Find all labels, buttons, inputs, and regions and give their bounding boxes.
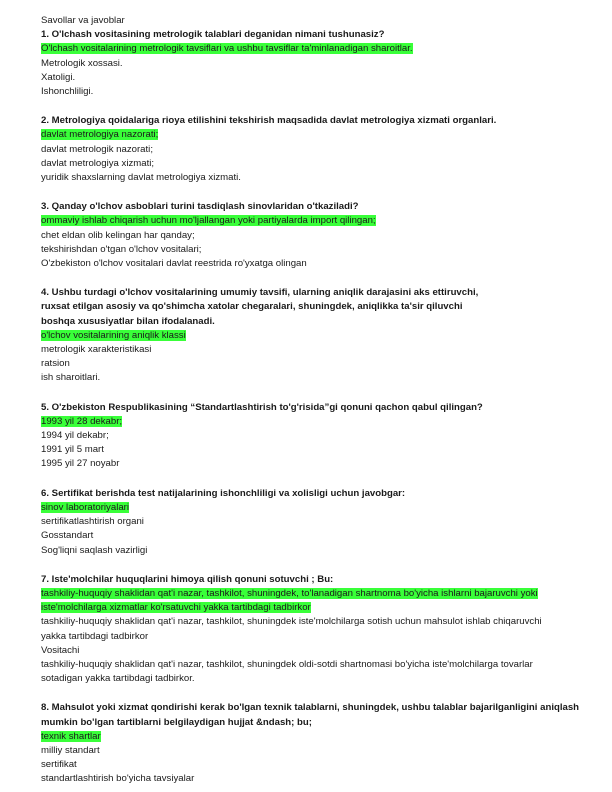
answer-option: 1994 yil dekabr;: [41, 430, 109, 442]
spacer: [41, 271, 581, 286]
question-1: [41, 28, 581, 99]
answer-highlight: O'lchash vositalarining metrologik tavsiflari va ushbu tavsiflar ta'minlanadigan sharoitlar.: [41, 43, 413, 55]
question-7: [41, 573, 581, 687]
correct-answer: [41, 42, 581, 56]
correct-answer-line: [41, 601, 581, 615]
answer-option: ish sharoitlari.: [41, 372, 101, 384]
answer-option: davlat metrologiya xizmati;: [41, 157, 155, 169]
answer-option-line: sotadigan yakka tartibdagi tadbirkor.: [41, 673, 195, 685]
answer-highlight: texnik shartlar: [41, 730, 101, 742]
question-title-line: 4. Ushbu turdagi o'lchov vositalarining umumiy tavsifi, ularning aniqlik darajasini aks ettiruvchi,: [41, 287, 479, 299]
document-title: Savollar va javoblar: [41, 15, 125, 26]
correct-answer-line: [41, 587, 581, 601]
answer-option: Ishonchliligi.: [41, 86, 94, 98]
answer-option: Gosstandart: [41, 530, 94, 542]
question-title: 6. Sertifikat berishda test natijalarining ishonchliligi va xolisligi uchun javobgar:: [41, 487, 406, 499]
answer-option-line: yakka tartibdagi tadbirkor: [41, 630, 149, 642]
answer-option: 1991 yil 5 mart: [41, 444, 104, 456]
question-5: [41, 401, 581, 472]
answer-option: chet eldan olib kelingan har qanday;: [41, 229, 195, 241]
answer-option: standartlashtirish bo'yicha tavsiyalar: [41, 773, 195, 785]
question-title: 1. O'lchash vositasining metrologik talablari deganidan nimani tushunasiz?: [41, 29, 385, 41]
answer-option: Vositachi: [41, 644, 80, 656]
answer-highlight: davlat metrologiya nazorati;: [41, 129, 159, 141]
answer-option: sertifikatlashtirish organi: [41, 516, 144, 528]
answer-highlight: iste'molchilarga xizmatlar ko'rsatuvchi yakka tartibdagi tadbirkor: [41, 602, 311, 614]
correct-answer: [41, 501, 581, 515]
spacer: [41, 99, 581, 114]
question-2: [41, 114, 581, 185]
answer-highlight: tashkiliy-huquqiy shaklidan qat'i nazar, tashkilot, shuningdek, to'lanadigan shartnoma bo'yicha ishlarni bajaruvchi yoki: [41, 587, 538, 599]
question-title: 2. Metrologiya qoidalariga rioya etilishini tekshirish maqsadida davlat metrologiya xizmati organlari.: [41, 115, 497, 127]
spacer: [41, 472, 581, 487]
answer-option-line: tashkiliy-huquqiy shaklidan qat'i nazar, tashkilot, shuningdek oldi-sotdi shartnomasi bo'yicha iste'molchilarga tovarlar: [41, 658, 533, 670]
question-title: 7. Iste'molchilar huquqlarini himoya qilish qonuni sotuvchi ; Bu:: [41, 573, 334, 585]
answer-option: Sog'liqni saqlash vazirligi: [41, 544, 148, 556]
question-3: [41, 200, 581, 271]
spacer: [41, 686, 581, 701]
question-title-line: boshqa xususiyatlar bilan ifodalanadi.: [41, 315, 215, 327]
answer-highlight: sinov laboratoriyalari: [41, 501, 129, 513]
correct-answer: [41, 730, 581, 744]
spacer: [41, 386, 581, 401]
answer-highlight: ommaviy ishlab chiqarish uchun mo'ljallangan yoki partiyalarda import qilingan;: [41, 215, 376, 227]
answer-highlight: 1993 yil 28 dekabr;: [41, 415, 123, 427]
answer-highlight: o'lchov vositalarining aniqlik klassi: [41, 329, 186, 341]
answer-option: milliy standart: [41, 744, 100, 756]
answer-option: Metrologik xossasi.: [41, 57, 123, 69]
question-8: [41, 701, 581, 786]
spacer: [41, 185, 581, 200]
question-title-line: ruxsat etilgan asosiy va qo'shimcha xatolar chegaralari, shuningdek, aniqlikka ta'sir qiluvchi: [41, 301, 463, 313]
answer-option: 1995 yil 27 noyabr: [41, 458, 120, 470]
answer-option: metrologik xarakteristikasi: [41, 344, 152, 356]
correct-answer: [41, 128, 581, 142]
answer-option: tekshirishdan o'tgan o'lchov vositalari;: [41, 243, 202, 255]
question-4: [41, 286, 581, 385]
answer-option: ratsion: [41, 358, 70, 370]
answer-option: davlat metrologik nazorati;: [41, 143, 153, 155]
answer-option: sertifikat: [41, 759, 77, 771]
correct-answer: [41, 329, 581, 343]
question-6: [41, 487, 581, 558]
correct-answer: [41, 214, 581, 228]
answer-option: O'zbekiston o'lchov vositalari davlat reestrida ro'yxatga olingan: [41, 258, 307, 270]
spacer: [41, 558, 581, 573]
correct-answer: [41, 415, 581, 429]
document-content: [41, 14, 581, 787]
question-title-line: 8. Mahsulot yoki xizmat qondirishi kerak bo'lgan texnik talablarni, shuningdek, ushbu talablar bajarilganligini aniqlash: [41, 702, 580, 714]
question-title: 5. O'zbekiston Respublikasining “Standartlashtirish to'g'risida”gi qonuni qachon qabul qilingan?: [41, 401, 483, 413]
question-title: 3. Qanday o'lchov asboblari turini tasdiqlash sinovlaridan o'tkaziladi?: [41, 201, 359, 213]
question-title-line: mumkin bo'lgan tartiblarni belgilaydigan hujjat &ndash; bu;: [41, 716, 312, 728]
answer-option: yuridik shaxslarning davlat metrologiya xizmati.: [41, 172, 241, 184]
answer-option-line: tashkiliy-huquqiy shaklidan qat'i nazar, tashkilot, shuningdek iste'molchilarga sotish uchun mahsulot ishlab chiqaruvchi: [41, 616, 542, 628]
answer-option: Xatoligi.: [41, 71, 76, 83]
